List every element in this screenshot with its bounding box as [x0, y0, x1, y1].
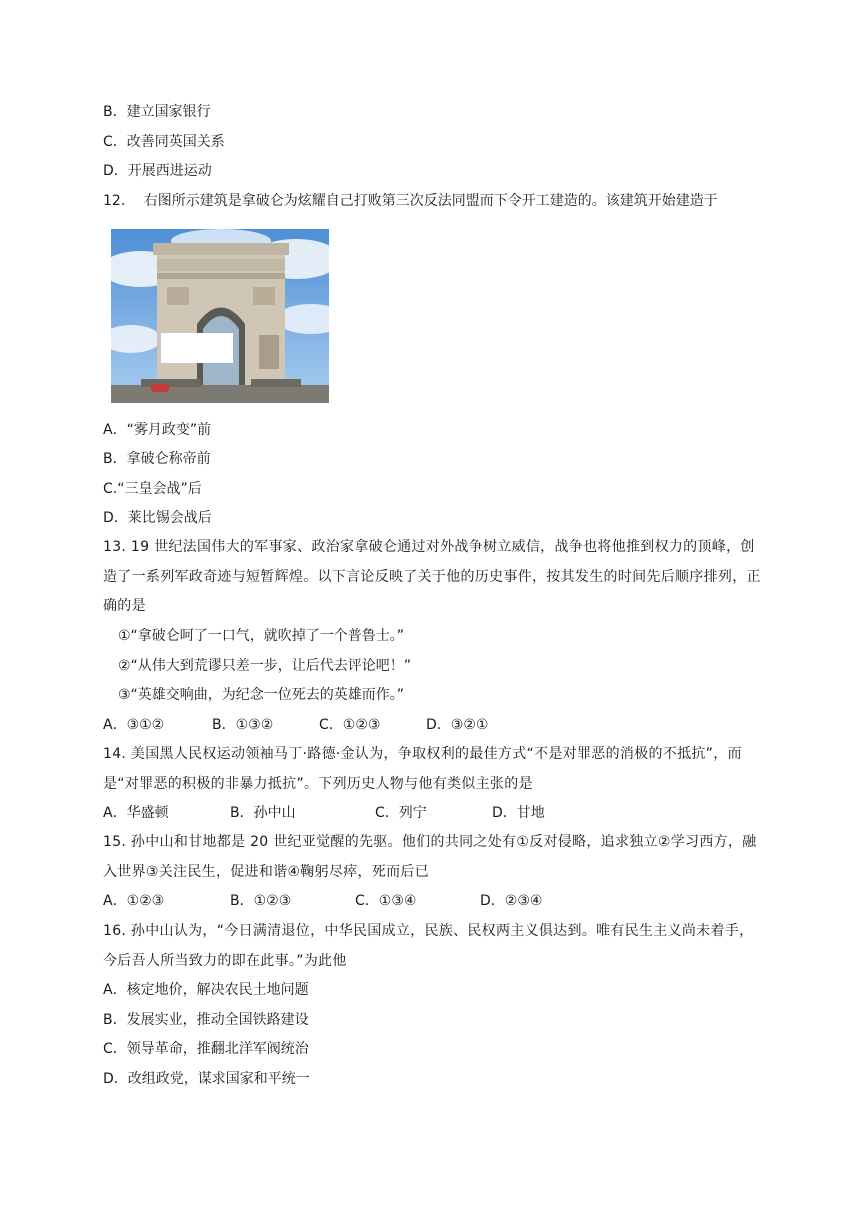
question-12-option-a: A．“雾月政变”前 — [103, 422, 212, 438]
option-b: B．建立国家银行 — [103, 104, 211, 120]
question-15-option-a: A．①②③ — [103, 893, 165, 909]
question-14-option-d: D．甘地 — [492, 805, 545, 821]
question-12-option-b: B．拿破仑称帝前 — [103, 451, 211, 467]
question-12-option-c: C.“三皇会战”后 — [103, 481, 202, 497]
question-13-option-c: C．①②③ — [319, 717, 381, 733]
question-14-option-b: B．孙中山 — [230, 805, 296, 821]
question-14-option-c: C．列宁 — [375, 805, 427, 821]
question-13-option-d: D．③②① — [426, 717, 489, 733]
question-15-option-c: C．①③④ — [355, 893, 417, 909]
option-c: C．改善同英国关系 — [103, 134, 225, 150]
question-13-stem: 13. 19 世纪法国伟大的军事家、政治家拿破仑通过对外战争树立威信，战争也将他推到权力的顶峰，创造了一系列军政奇迹与短暂辉煌。以下言论反映了关于他的历史事件，按其发生的时间先后顺序排列，正确的是 — [103, 539, 761, 614]
question-13-option-b: B．①③② — [212, 717, 274, 733]
question-14-option-a: A．华盛顿 — [103, 805, 169, 821]
question-16-option-b: B．发展实业，推动全国铁路建设 — [103, 1012, 309, 1028]
question-16-option-c: C．领导革命，推翻北洋军阀统治 — [103, 1041, 309, 1057]
question-13-options — [103, 715, 488, 735]
question-12-option-d: D．莱比锡会战后 — [103, 510, 212, 526]
question-13-quote-1: ①“拿破仑呵了一口气，就吹掉了一个普鲁士。” — [118, 628, 405, 644]
option-d: D．开展西进运动 — [103, 163, 212, 179]
question-14-stem: 14. 美国黑人民权运动领袖马丁·路德·金认为，争取权利的最佳方式“不是对罪恶的消极的不抵抗”，而是“对罪恶的积极的非暴力抵抗”。下列历史人物与他有类似主张的是 — [103, 746, 742, 792]
question-16-option-a: A．核定地价，解决农民土地问题 — [103, 982, 309, 998]
question-15-stem: 15. 孙中山和甘地都是 20 世纪亚觉醒的先驱。他们的共同之处有①反对侵略，追求独立②学习西方，融入世界③关注民生，促进和谐④鞠躬尽瘁，死而后已 — [103, 834, 757, 880]
question-13-option-a: A．③①② — [103, 717, 165, 733]
question-15-options — [103, 891, 542, 911]
question-15-option-d: D．②③④ — [480, 893, 543, 909]
question-16-option-d: D．改组政党，谋求国家和平统一 — [103, 1071, 310, 1087]
question-13-quote-2: ②“从伟大到荒谬只差一步，让后代去评论吧！” — [118, 658, 412, 674]
question-12-stem: 12. 右图所示建筑是拿破仑为炫耀自己打败第三次反法同盟而下令开工建造的。该建筑开始建造于 — [103, 193, 718, 209]
question-15-option-b: B．①②③ — [230, 893, 292, 909]
question-13-quote-3: ③“英雄交响曲，为纪念一位死去的英雄而作。” — [118, 687, 405, 703]
arc-de-triomphe-photo — [111, 229, 329, 403]
question-14-options — [103, 803, 545, 823]
question-16-stem: 16. 孙中山认为，“今日满清退位，中华民国成立，民族、民权两主义俱达到。唯有民生主义尚未着手，今后吾人所当致力的即在此事。”为此他 — [103, 923, 754, 969]
